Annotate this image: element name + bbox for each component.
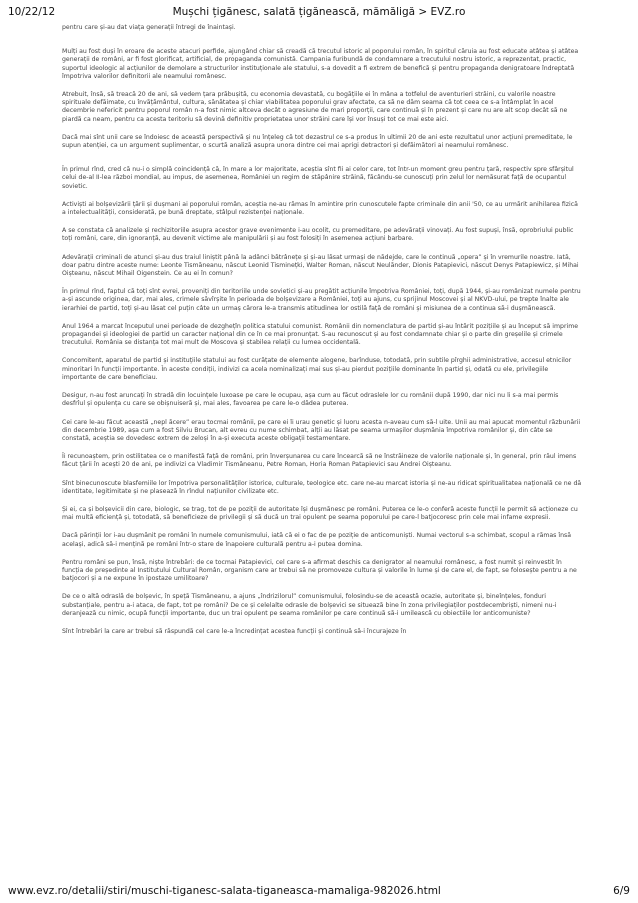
article-paragraph: Atrebuit, însă, să treacă 20 de ani, să vedem țara prăbușită, cu economia devastată, cu bogățiile ei în mâna a totfelul de aventurieri străini, cu valorile noastre spirituale defăimate, cu învățământul, cultura, sănătatea și chiar viabilitatea poporului grav afectate, ca să ne dăm seama că tot ceea ce s-a întâmplat în acel decembrie nefericit pentru poporul român n-a fost nimic altceva decât o agresiune de mari proporții, care continuă și în prezent și care nu are alt scop decât să ne piardă ca neam, pentru ca acesta teritoriu să devină definitiv proprietatea unor străini care își vor însuși tot ce mai este aici. xyxy=(62,91,568,123)
page-number: 6/9 xyxy=(613,885,630,897)
article-paragraph: Cei care le-au făcut această „nepl ăcere” erau tocmai românii, pe care ei îi urau genetic și luoru acesta n-aveau cum să-l uite. Unii au mai apucat momentul răzbunării din decembrie 1989, așa cum a fost Silviu Brucan, alt evreu cu nume schimbat, alții au lăsat pe seama urmașilor dușmănia împotriva românilor și, din câte se constată, aceștia se dovedesc extrem de zeloși în a-și executa aceste obligații testamentare. xyxy=(62,418,581,442)
page-title: Mușchi țigănesc, salată țigănească, mămăligă > EVZ.ro xyxy=(172,6,466,18)
article-paragraph: Anul 1964 a marcat începutul unei perioade de dezghețîn politica statului comunist. Românii din nomenclatura de partid și-au întărit pozițiile și au început să imprime propagandei și ideologiei de partid un caracter național din ce în ce mai pronunțat. S-au recunoscut și au fost condamnate chiar și o parte din greșelile și crimele trecutului. România se distanța tot mai mult de Moscova și stabilea relații cu lumea occidentală. xyxy=(62,322,579,347)
print-header xyxy=(0,0,638,22)
article-paragraph: Concomitent, aparatul de partid și instituțiile statului au fost curățate de elemente alogene, barînduse, totodată, prin subtile pîrghii administrative, accesul etnicilor minoritari în funcții importante. În aceste condiții, indivizi ca acela nominalizați mai sus și-au pierdut pozițiile dominante în partid și, odată cu ele, privilegiile importante de care beneficiau. xyxy=(62,357,572,381)
article-paragraph: Dacă mai sînt unii care se îndoiesc de această perspectivă și nu înțeleg că tot dezastrul ce s-a produs în ultimii 20 de ani este rezultatul unor acțiuni premeditate, le supun atenției, ca un argument suplimentar, o scurtă analiză asupra unora dintre cei mai aprigi detractori și defăimători ai neamului românesc. xyxy=(62,133,573,150)
article-body xyxy=(62,24,582,876)
article-paragraph: În primul rînd, faptul că toți sînt evrei, proveniți din teritoriile unde sovietici și-au pregătit acțiunile împotriva României, toți, după 1944, și-au românizat numele pentru a-și ascunde originea, dar, mai ales, crimele săvîrșite în perioada de bolșevizare a României, toți au ajuns, cu sprijinul Moscovei și al NKVD-ului, pe trepte înalte ale ierarhiei de partid, toți și-au lăsat cel puțin câte un urmaș cărora le-a transmis atitudinea lor ostilă față de români și misiunea de a continua să-i dușmănească. xyxy=(62,288,581,312)
article-paragraph: Dacă părinții lor i-au dușmănit pe români în numele comunismului, iată că ei o fac de pe poziție de anticomuniști. Numai vectorul s-a schimbat, scopul a rămas însă același, adică să-i mențină pe români într-o stare de înapoiere culturală pentru a-i putea domina. xyxy=(62,532,572,548)
article-paragraph: Sînt întrebări la care ar trebui să răspundă cel care le-a încredințat acestea funcții și continuă să-i încurajeze în xyxy=(62,627,407,635)
page-url: www.evz.ro/detalii/stiri/muschi-tiganesc-salata-tiganeasca-mamaliga-982026.html xyxy=(8,885,441,897)
print-date: 10/22/12 xyxy=(8,6,56,18)
article-paragraph: pentru care și-au dat viața generații întregi de înaintași. xyxy=(62,24,236,31)
article-paragraph: Adevărații criminali de atunci și-au dus traiul liniștit până la adânci bătrânețe și și-au lăsat urmași de nădejde, care le continuă „opera” și în vremurile noastre. Iată, doar patru dintre aceste nume: Leonte Tismăneanu, născut Leonid Tisminețki, Walter Roman, născut Neulănder, Dionis Patapievici, născut Denys Patapiewicz, și Mihai Oișteanu, născut Mihail Oigenstein. Ce au ei în comun? xyxy=(62,253,579,278)
print-footer xyxy=(0,881,638,903)
article-paragraph: Activiști ai bolșevizării țării și dușmani ai poporului român, aceștia ne-au rămas în amintire prin cunoscutele fapte criminale din anii '50, ce au urmărit anihilarea fizică a intelectualității, considerată, pe bună dreptate, stâlpul rezistenței naționale. xyxy=(62,200,578,217)
article-paragraph: Mulți au fost duși în eroare de aceste atacuri perfide, ajungând chiar să creadă că trecutul istoric al poporului român, în spiritul căruia au fost educate atâtea și atâtea generații de români, ar fi fost glorificat, artificial, de propaganda comunistă. Campania furibundă de condamnare a trecutului nostru istoric, a reprezentat, practic, suportul ideologic al acțiunilor de demolare a structurilor instituționale ale statului, s-a dovedit a fi extrem de benefică și pentru propaganda denigratoare îndreptată împotriva valorilor definitorii ale neamului românesc. xyxy=(62,48,579,80)
article-paragraph: Desigur, n-au fost aruncați în stradă din locuințele luxoase pe care le ocupau, așa cum au făcut odraslele lor cu românii după 1990, dar nici nu li s-a mai permis desfrîul și opulența cu care se obișnuiseră și, mai ales, favoarea pe care le-o dădea puterea. xyxy=(62,392,559,408)
article-paragraph: A se constata că analizele și rechizitoriile asupra acestor grave evenimente i-au ocolit, cu premeditare, pe adevărații vinovați. Au fost supuși, însă, oprobriului public toți români, care, din ignoranță, au devenit victime ale manipulării și au fost folosiți în asemenea acțiuni barbare. xyxy=(62,227,574,243)
article-paragraph: În primul rînd, cred că nu-i o simplă coincidență că, în mare a lor majoritate, aceștia sînt fii ai celor care, tot într-un moment greu pentru țară, respectiv spre sfârșitul celui de-al II-lea război mondial, au impus, de asemenea, României un regim de stăpânire străină, făcându-se cunoscuți prin zelul lor nemăsurat față de ocupantul sovietic. xyxy=(62,166,574,190)
article-paragraph: De ce o altă odraslă de bolșevic, în speță Tismăneanu, a ajuns „îndrizilorul” comunismului, folosindu-se de această ocazie, autoritate și, bineînțeles, fonduri substanțiale, pentru a-i ataca, de fapt, tot pe români? De ce și celelalte odrasle de bolșevici se situează bine în zona privilegiaților postdecembriști, nimeni nu-i deranjează cu nimic, ocupă funcții importante, duc un trai opulent pe seama românilor pe care continuă să-i umilească cu obiectiile lor anticomuniste? xyxy=(62,593,557,617)
article-paragraph: Sînt binecunoscute blasfemiile lor împotriva personalităților istorice, culturale, teologice etc. care ne-au marcat istoria și ne-au ridicat spiritualitatea națională ce ne dă identitate, legitimitate și ne plasează în rîndul națiunilor civilizate etc. xyxy=(62,479,582,495)
article-paragraph: Îi recunoaștem, prin ostilitatea ce o manifestă față de români, prin înverșunarea cu care încearcă să ne înstrăineze de valorile naționale și, în general, prin răul imens făcut țării în acești 20 de ani, pe indivizi ca Vladimir Tismăneanu, Petre Roman, Horia Roman Patapievici sau Andrei Oișteanu. xyxy=(62,453,577,469)
article-paragraph: Pentru români se pun, însă, niște întrebări: de ce tocmai Patapievici, cel care s-a afirmat deschis ca denigrator al neamului românesc, a fost numit și reinvestit în funcția de președinte al Institutului Cultural Român, organism care ar trebui să ne promoveze cultura și valorile în lume și de care el, de fapt, se folosește pentru a ne batjocori și a ne expune în ipostaze umilitoare? xyxy=(62,558,577,583)
article-paragraph: Și ei, ca și bolșevicii din care, biologic, se trag, tot de pe poziții de autoritate își dușmănesc pe români. Puterea ce le-o conferă aceste funcții le permit să acționeze cu mai multă eficiență și, totodată, să beneficieze de privilegii și să ducă un trai opulent pe seama poporului pe care-l batjocoresc prin cele mai infame expresii. xyxy=(62,505,578,522)
